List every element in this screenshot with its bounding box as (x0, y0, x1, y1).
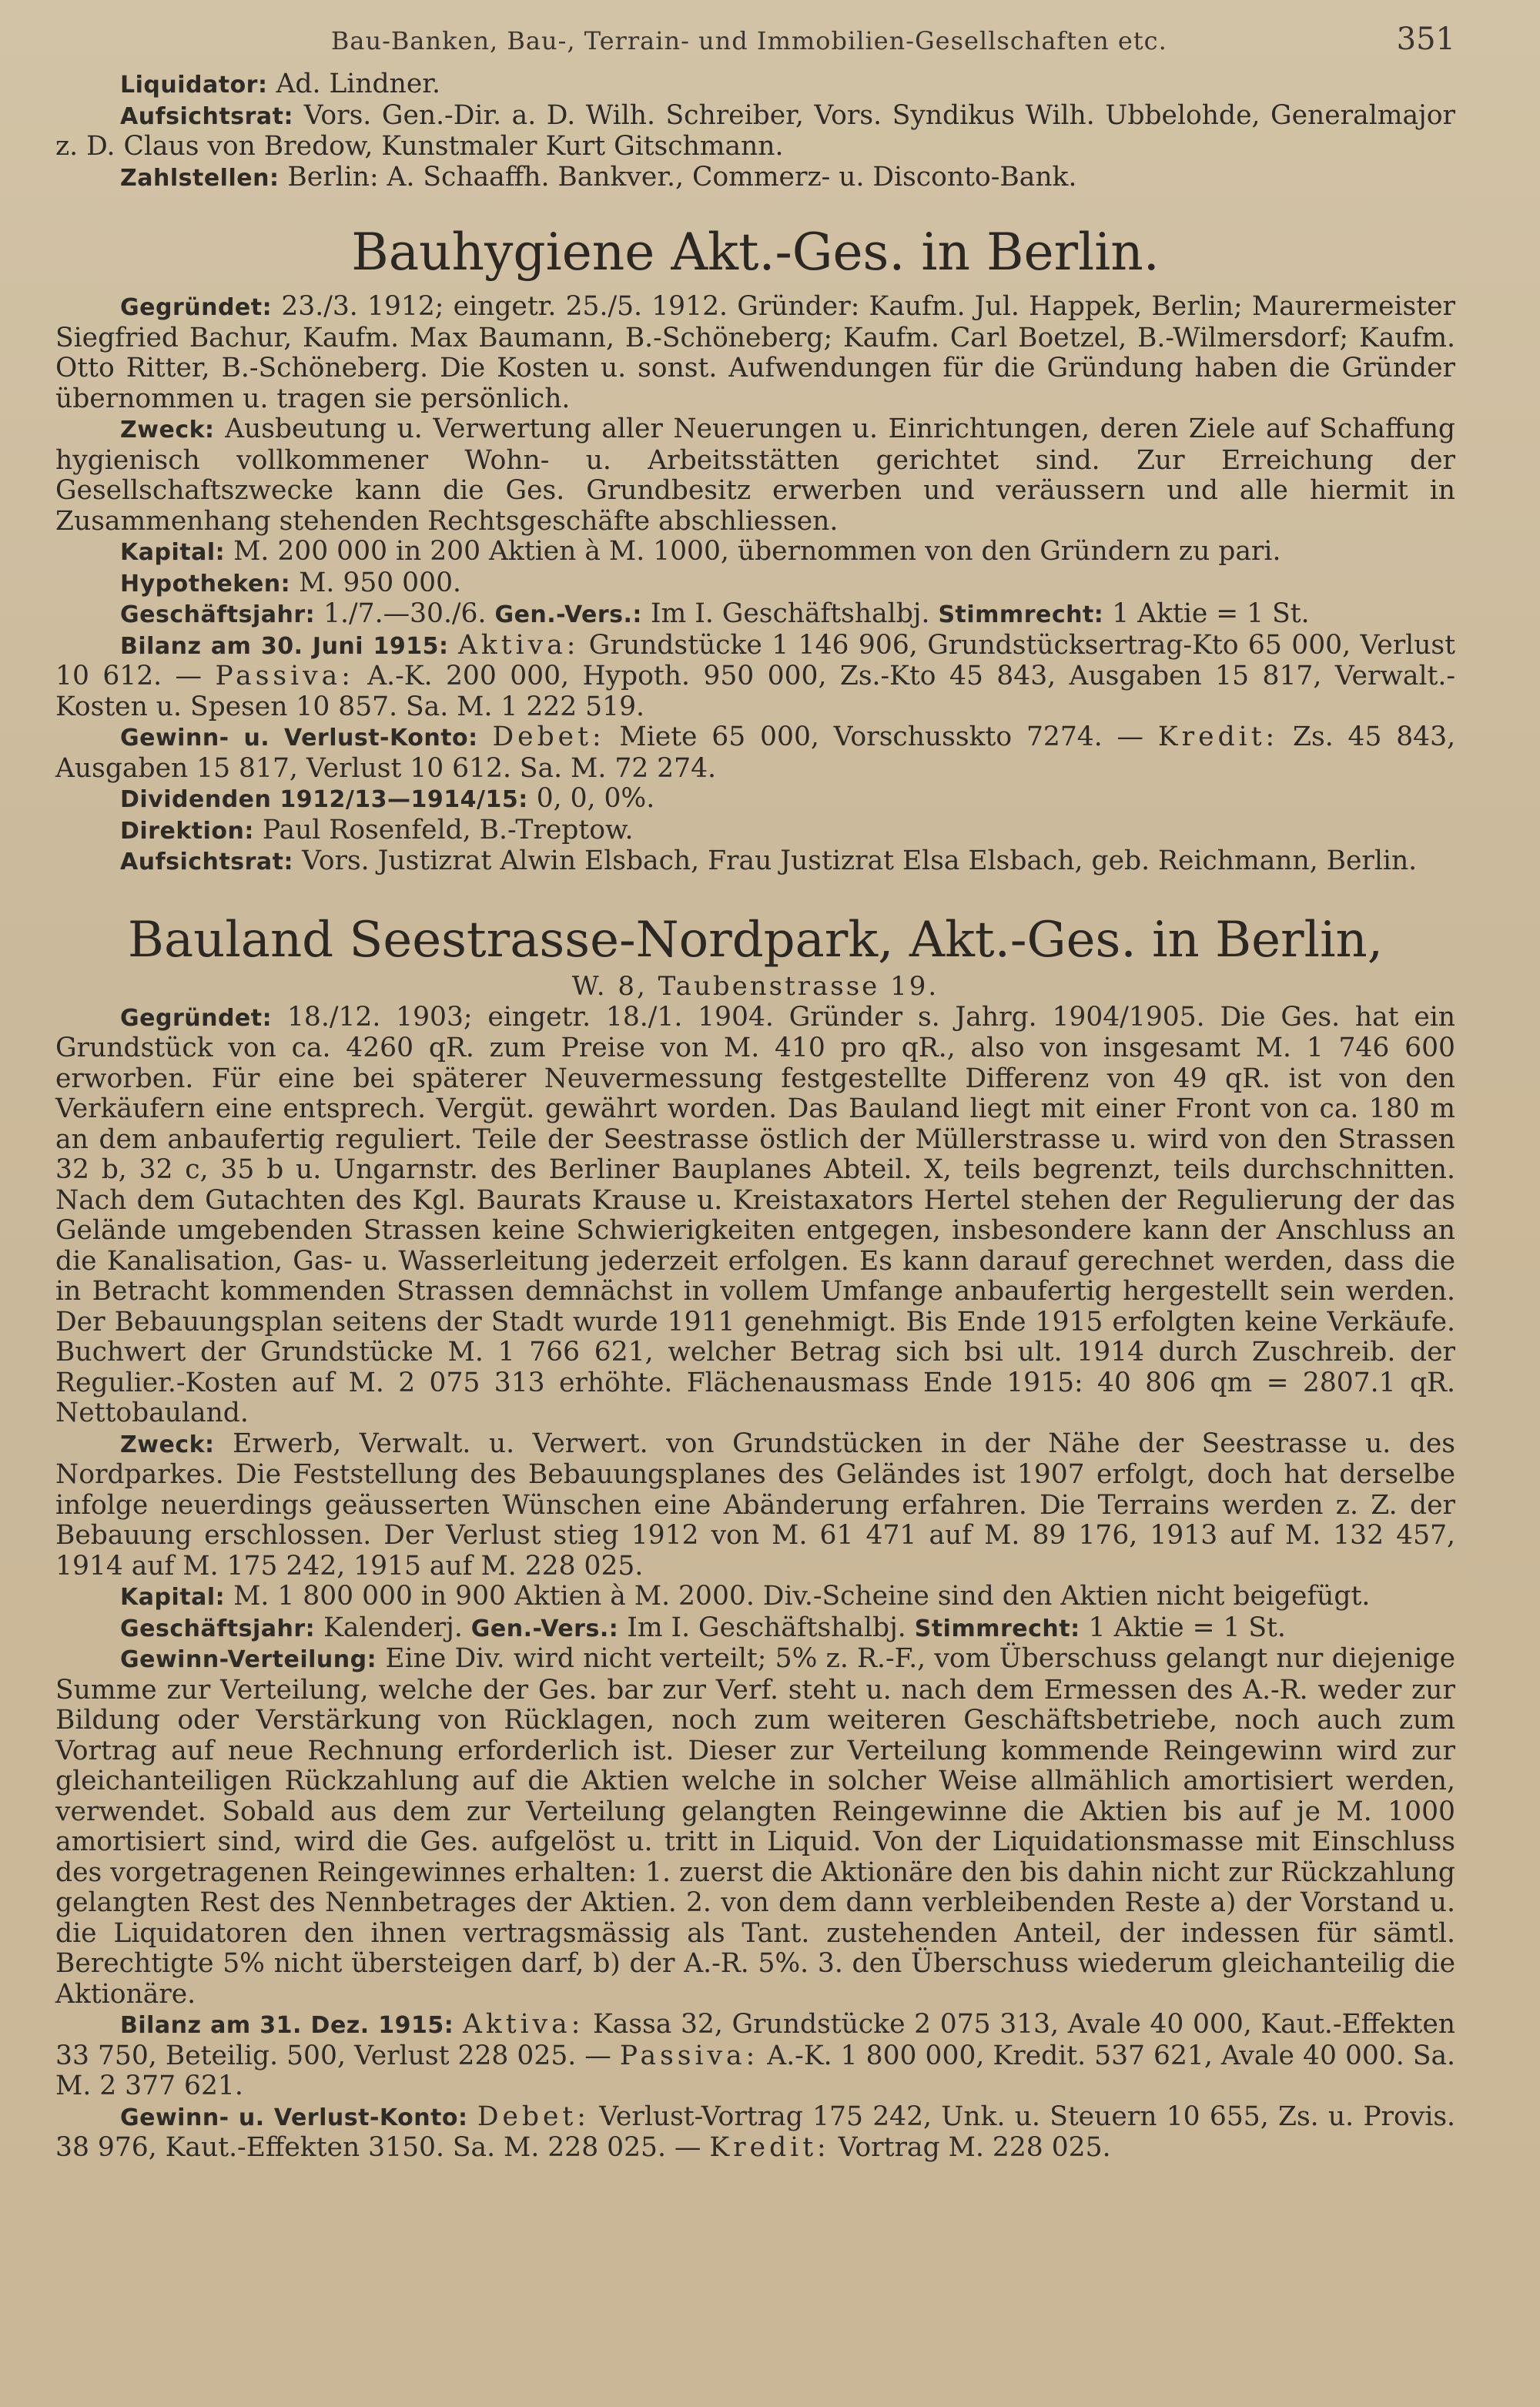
bilanz-paragraph (55, 631, 1455, 723)
gegruendet-label: Gegründet: (120, 294, 273, 321)
direktion-paragraph (55, 815, 1455, 847)
passiva-text: A.-K. 1 800 000, Kredit. 537 621, Avale 40 000. Sa. M. 2 377 621. (55, 2040, 1455, 2101)
aufsichtsrat-line (55, 101, 1455, 162)
geschaeftsjahr-paragraph (55, 1613, 1455, 1645)
aufsichtsrat-paragraph (55, 846, 1455, 878)
aufsichtsrat-label: Aufsichtsrat: (120, 102, 293, 130)
kapital-paragraph (55, 537, 1455, 568)
guv-label: Gewinn- u. Verlust-Konto: (120, 2104, 468, 2131)
zweck-paragraph (55, 414, 1455, 537)
aktiva-text: Kassa 32, Grundstücke 2 075 313, Avale 40 000, Kaut.-Effekten 33 750, Beteilig. 500, Verlust 228 025. — (55, 2009, 1455, 2071)
kapital-label: Kapital: (120, 1584, 226, 1611)
bilanz-label: Bilanz am 31. Dez. 1915: (120, 2012, 454, 2039)
geschaeftsjahr-text: Kalenderj. (323, 1612, 463, 1643)
hypotheken-paragraph (55, 568, 1455, 600)
gegruendet-text: 18./12. 1903; eingetr. 18./1. 1904. Gründer s. Jahrg. 1904/1905. Die Ges. hat ein Grundstück von ca. 4260 qR. zum Preise von M. 410 pro qR., also von insgesamt M. 1 746 600 erworben. Für eine bei späterer Neuvermessung festgestellte Differenz von 49 qR. ist von den Verkäufern eine entsprech. Vergüt. gewährt worden. Das Bauland liegt mit einer Front von ca. 180 m an dem anbaufertig reguliert. Teile der Seestrasse östlich der Müllerstrasse u. wird von den Strassen 32 b, 32 c, 35 b u. Ungarnstr. des Berliner Bauplanes Abteil. X, teils begrenzt, teils durchschnitten. Nach dem Gutachten des Kgl. Baurats Krause u. Kreistaxators Hertel stehen der Regulierung der das Gelände umgebenden Strassen keine Schwierigkeiten entgegen, insbesondere kann der Anschluss an die Kanalisation, Gas- u. Wasserleitung jederzeit erfolgen. Es kann darauf gerechnet werden, dass die in Betracht kommenden Strassen demnächst in vollem Umfange anbaufertig hergestellt sein werden. Der Bebauungsplan seitens der Stadt wurde 1911 genehmigt. Bis Ende 1915 erfolgten keine Verkäufe. Buchwert der Grundstücke M. 1 766 621, welcher Betrag sich bsi ult. 1914 durch Zuschreib. der Regulier.-Kosten auf M. 2 075 313 erhöhte. Flächenausmass Ende 1915: 40 806 qm = 2807.1 qR. Nettobauland. (55, 1001, 1455, 1428)
kredit-word: Kredit: (1157, 721, 1279, 752)
gegruendet-paragraph (55, 1003, 1455, 1429)
zweck-text: Erwerb, Verwalt. u. Verwert. von Grundstücken in der Nähe der Seestrasse u. des Nordparkes. Die Feststellung des Bebauungsplanes des Geländes ist 1907 erfolgt, doch hat derselbe infolge neuerdings geäusserten Wünschen eine Abänderung erfahren. Die Terrains werden z. Z. der Bebauung erschlossen. Der Verlust stieg 1912 von M. 61 471 auf M. 89 176, 1913 auf M. 132 457, 1914 auf M. 175 242, 1915 auf M. 228 025. (55, 1428, 1455, 1582)
passiva-word: Passiva: (215, 661, 354, 691)
hypotheken-label: Hypotheken: (120, 570, 291, 598)
debet-text: Miete 65 000, Vorschusskto 7274. — (619, 721, 1144, 752)
gewinn-verteilung-text: Eine Div. wird nicht verteilt; 5% z. R.-F., vom Überschuss gelangt nur diejenige Summe zur Verteilung, welche der Ges. bar zur Verf. steht u. nach dem Ermessen des A.-R. weder zur Bildung oder Verstärkung von Rücklagen, noch zum weiteren Geschäftsbetriebe, noch auch zum Vortrag auf neue Rechnung erforderlich ist. Dieser zur Verteilung kommende Reingewinn wird zur gleichanteiligen Rückzahlung auf die Aktien welche in solcher Weise allmählich amortisiert werden, verwendet. Sobald aus dem zur Verteilung gelangten Reingewinne die Aktien bis auf je M. 1000 amortisiert sind, wird die Ges. aufgelöst u. tritt in Liquid. Von der Liquidationsmasse mit Einschluss des vorgetragenen Reingewinnes erhalten: 1. zuerst die Aktionäre den bis dahin nicht zur Rückzahlung gelangten Rest des Nennbetrages der Aktien. 2. von dem dann verbleibenden Reste a) der Vorstand u. die Liquidatoren den ihnen vertragsmässig als Tant. zustehenden Anteil, der indessen für sämtl. Berechtigte 5% nicht übersteigen darf, b) der A.-R. 5%. 3. den Überschuss wiederum gleichanteilig die Aktionäre. (55, 1643, 1455, 2010)
previous-entry-tail (55, 69, 1455, 193)
stimmrecht-label: Stimmrecht: (914, 1615, 1080, 1642)
debet-word: Debet: (492, 721, 605, 752)
geschaeftsjahr-label: Geschäftsjahr: (120, 1615, 316, 1642)
aktiva-word: Aktiva: (457, 629, 580, 661)
kapital-text: M. 1 800 000 in 900 Aktien à M. 2000. Div.-Scheine sind den Aktien nicht beigefügt. (233, 1581, 1371, 1612)
stimmrecht-text: 1 Aktie = 1 St. (1112, 598, 1310, 629)
company-entry-bauhygiene (55, 223, 1455, 878)
zweck-label: Zweck: (120, 1431, 215, 1458)
genvers-label: Gen.-Vers.: (470, 1615, 619, 1642)
gegruendet-paragraph (55, 292, 1455, 414)
guv-label: Gewinn- u. Verlust-Konto: (120, 725, 478, 752)
geschaeftsjahr-paragraph (55, 599, 1455, 631)
company-title: Bauland Seestrasse-Nordpark, Akt.-Ges. in Berlin, (127, 911, 1384, 969)
kredit-text: Zs. 45 843, Ausgaben 15 817, Verlust 10 612. Sa. M. 72 274. (55, 721, 1456, 784)
aufsichtsrat-text: Vors. Justizrat Alwin Elsbach, Frau Justizrat Elsa Elsbach, geb. Reichmann, Berlin. (301, 845, 1418, 876)
hypotheken-text: M. 950 000. (299, 567, 462, 598)
liquidator-label: Liquidator: (120, 72, 268, 99)
geschaeftsjahr-label: Geschäftsjahr: (120, 601, 316, 628)
page-number: 351 (1396, 22, 1455, 57)
genvers-label: Gen.-Vers.: (494, 601, 642, 628)
debet-word: Debet: (477, 2101, 590, 2132)
company-entry-bauland (55, 910, 1455, 2164)
bilanz-label: Bilanz am 30. Juni 1915: (120, 632, 449, 660)
geschaeftsjahr-text: 1./7.—30./6. (323, 598, 487, 629)
stimmrecht-label: Stimmrecht: (938, 601, 1104, 628)
aktiva-text: Grundstücke 1 146 906, Grundstücksertrag-Kto 65 000, Verlust 10 612. — (55, 629, 1456, 691)
liquidator-text: Ad. Lindner. (276, 69, 440, 99)
aufsichtsrat-text: Vors. Gen.-Dir. a. D. Wilh. Schreiber, Vors. Syndikus Wilh. Ubbelohde, Generalmajor z. D. Claus von Bredow, Kunstmaler Kurt Gitschmann. (55, 99, 1456, 162)
gewinn-verteilung-label: Gewinn-Verteilung: (120, 1646, 377, 1673)
aktiva-word: Aktiva: (462, 2009, 584, 2040)
dividenden-label: Dividenden 1912/13—1914/15: (120, 786, 528, 813)
running-title: Bau-Banken, Bau-, Terrain- und Immobilien-Gesellschaften etc. (330, 26, 1167, 55)
passiva-word: Passiva: (619, 2040, 759, 2071)
dividenden-paragraph (55, 784, 1455, 815)
kredit-text: Vortrag M. 228 025. (838, 2132, 1111, 2163)
bilanz-paragraph (55, 2010, 1455, 2102)
zahlstellen-text: Berlin: A. Schaaffh. Bankver., Commerz- u. Disconto-Bank. (287, 161, 1077, 192)
guv-paragraph (55, 2102, 1455, 2164)
zweck-text: Ausbeutung u. Verwertung aller Neuerungen u. Einrichtungen, deren Ziele auf Schaffung hygienisch vollkommener Wohn- u. Arbeitsstätten gerichtet sind. Zur Erreichung der Gesellschaftszwecke kann die Ges. Grundbesitz erwerben und veräussern und alle hiermit in Zusammenhang stehenden Rechtsgeschäfte abschliessen. (55, 413, 1456, 537)
zahlstellen-label: Zahlstellen: (120, 164, 280, 192)
aufsichtsrat-label: Aufsichtsrat: (120, 849, 293, 875)
zweck-label: Zweck: (120, 417, 215, 444)
liquidator-line (55, 69, 1455, 101)
zweck-paragraph (55, 1429, 1455, 1582)
running-header (55, 22, 1455, 69)
direktion-text: Paul Rosenfeld, B.-Treptow. (262, 814, 634, 845)
company-title: Bauhygiene Akt.-Ges. in Berlin. (351, 223, 1160, 282)
debet-text: Verlust-Vortrag 175 242, Unk. u. Steuern 10 655, Zs. u. Provis. 38 976, Kaut.-Effekten 3150. Sa. M. 228 025. — (55, 2101, 1456, 2163)
kapital-text: M. 200 000 in 200 Aktien à M. 1000, übernommen von den Gründern zu pari. (233, 536, 1281, 567)
guv-paragraph (55, 722, 1455, 784)
dividenden-text: 0, 0, 0%. (536, 783, 655, 814)
gewinn-verteilung-paragraph (55, 1644, 1455, 2010)
stimmrecht-text: 1 Aktie = 1 St. (1088, 1612, 1286, 1643)
genvers-text: Im I. Geschäftshalbj. (650, 598, 930, 629)
kapital-paragraph (55, 1582, 1455, 1613)
company-address: W. 8, Taubenstrasse 19. (571, 970, 939, 1002)
kapital-label: Kapital: (120, 539, 226, 566)
direktion-label: Direktion: (120, 817, 254, 845)
genvers-text: Im I. Geschäftshalbj. (627, 1612, 906, 1643)
gegruendet-label: Gegründet: (120, 1004, 273, 1032)
passiva-text: A.-K. 200 000, Hypoth. 950 000, Zs.-Kto 45 843, Ausgaben 15 817, Verwalt.-Kosten u. Spesen 10 857. Sa. M. 1 222 519. (55, 661, 1456, 722)
kredit-word: Kredit: (709, 2132, 830, 2163)
gegruendet-text: 23./3. 1912; eingetr. 25./5. 1912. Gründer: Kaufm. Jul. Happek, Berlin; Maurermeister Siegfried Bachur, Kaufm. Max Baumann, B.-Schöneberg; Kaufm. Carl Boetzel, B.-Wilmersdorf; Kaufm. Otto Ritter, B.-Schöneberg. Die Kosten u. sonst. Aufwendungen für die Gründung haben die Gründer übernommen u. tragen sie persönlich. (55, 291, 1455, 414)
zahlstellen-line (55, 162, 1455, 194)
